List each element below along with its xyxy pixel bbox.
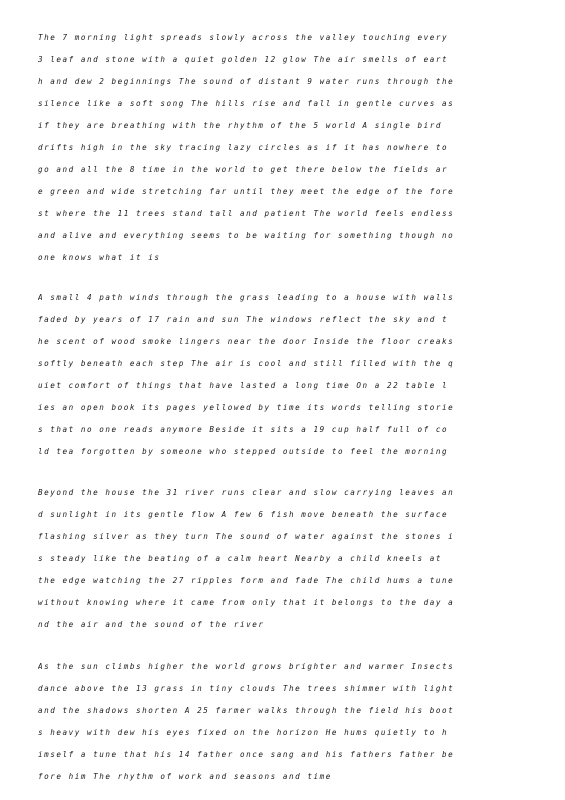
text-line: and the shadows shorten A 25 farmer walks through the field his boot [38, 706, 455, 715]
text-line: go and all the 8 time in the world to get there below the fields ar [38, 165, 449, 174]
text-line: e green and wide stretching far until they meet the edge of the fore [38, 187, 455, 196]
text-line: flashing silver as they turn The sound of water against the stones i [38, 532, 455, 541]
text-line: Beyond the house the 31 river runs clear and slow carrying leaves an [38, 488, 455, 497]
text-line: As the sun climbs higher the world grows brighter and warmer Insects [38, 662, 455, 671]
text-line: ies an open book its pages yellowed by time its words telling storie [38, 403, 455, 412]
text-line: fore him The rhythm of work and seasons and time [38, 772, 332, 781]
text-line: d sunlight in its gentle flow A few 6 fish move beneath the surface [38, 510, 449, 519]
text-line: 3 leaf and stone with a quiet golden 12 glow The air smells of eart [38, 55, 449, 64]
text-line: s that no one reads anymore Beside it sits a 19 cup half full of co [38, 425, 449, 434]
text-line: dance above the 13 grass in tiny clouds The trees shimmer with light [38, 684, 455, 693]
text-line: imself a tune that his 14 father once sang and his fathers father be [38, 750, 455, 759]
text-line: uiet comfort of things that have lasted a long time On a 22 table l [38, 381, 449, 390]
text-line: one knows what it is [38, 253, 161, 262]
text-line: s heavy with dew his eyes fixed on the horizon He hums quietly to h [38, 728, 449, 737]
paragraph-4 [38, 656, 528, 788]
text-line: s steady like the beating of a calm heart Nearby a child kneels at [38, 554, 443, 563]
text-line: ld tea forgotten by someone who stepped outside to feel the morning [38, 447, 449, 456]
text-line: and alive and everything seems to be waiting for something though no [38, 231, 455, 240]
text-line: drifts high in the sky tracing lazy circles as if it has nowhere to [38, 143, 449, 152]
text-line: the edge watching the 27 ripples form and fade The child hums a tune [38, 576, 455, 585]
text-line: st where the 11 trees stand tall and patient The world feels endless [38, 209, 455, 218]
text-line: if they are breathing with the rhythm of the 5 world A single bird [38, 121, 443, 130]
paragraph-2 [38, 287, 528, 463]
text-line: silence like a soft song The hills rise and fall in gentle curves as [38, 99, 455, 108]
text-line: nd the air and the sound of the river [38, 620, 265, 629]
text-line: h and dew 2 beginnings The sound of distant 9 water runs through the [38, 77, 455, 86]
text-line: The 7 morning light spreads slowly across the valley touching every [38, 33, 449, 42]
text-line: faded by years of 17 rain and sun The windows reflect the sky and t [38, 315, 449, 324]
text-line: A small 4 path winds through the grass leading to a house with walls [38, 293, 455, 302]
paragraph-1 [38, 27, 528, 269]
text-line: he scent of wood smoke lingers near the door Inside the floor creaks [38, 337, 455, 346]
paragraph-3 [38, 482, 528, 636]
text-line: without knowing where it came from only that it belongs to the day a [38, 598, 455, 607]
text-line: softly beneath each step The air is cool and still filled with the q [38, 359, 455, 368]
